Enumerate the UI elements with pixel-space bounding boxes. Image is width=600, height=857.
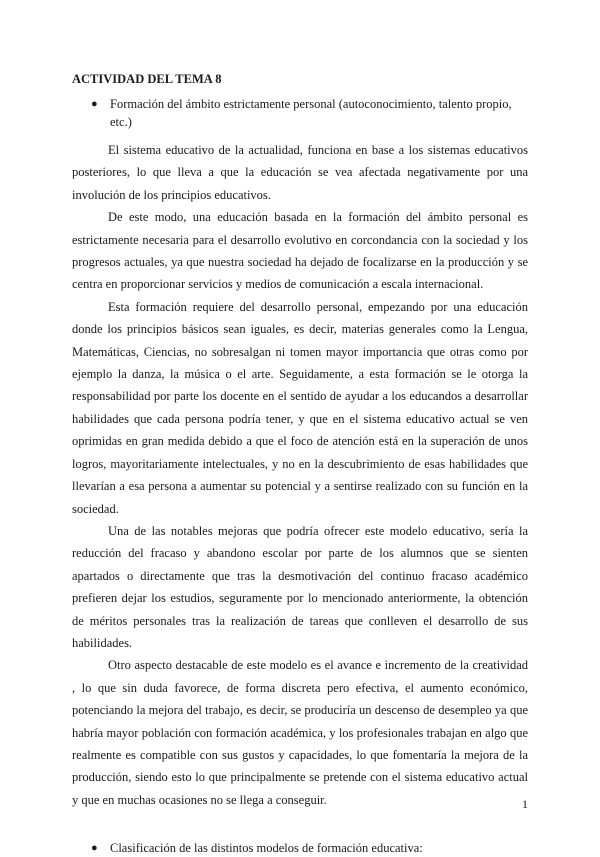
paragraph-5: Otro aspecto destacable de este modelo es el avance e incremento de la creatividad , lo que sin duda favorece, de forma discreta pero efectiva, el aumento económico, potenciando la mejora del trabajo, es decir, se produciría un descenso de desempleo ya que habría mayor población con formación académica, y los profesionales trabajan en algo que realmente es compatible con sus gustos y capacidades, lo que fomentaría la mejora de la producción, siendo esto lo que principalmente se pretende con el sistema educativo actual y que en muchas ocasiones no se llega a conseguir. [72, 658, 528, 807]
paragraph-1: El sistema educativo de la actualidad, funciona en base a los sistemas educativos posteriores, lo que lleva a que la educación se vea afectada negativamente por una involución de los principios educativos. [72, 143, 528, 202]
bullet-dot-icon: ● [91, 842, 98, 855]
bullet-text: Formación del ámbito estrictamente personal (autoconocimiento, talento propio, etc.) [110, 97, 512, 129]
bullet-item-personal-formation [72, 95, 528, 131]
document-title: ACTIVIDAD DEL TEMA 8 [72, 72, 222, 86]
bullet-dot-icon: ● [91, 98, 98, 110]
bullet-item-classification [72, 839, 528, 857]
bullet-text: Clasificación de las distintos modelos de formación educativa: [110, 841, 423, 856]
page-number: 1 [522, 797, 528, 811]
document-body [72, 70, 528, 857]
paragraph-2: De este modo, una educación basada en la formación del ámbito personal es estrictamente necesaria para el desarrollo evolutivo en corcondancia con la sociedad y los progresos actuales, ya que nuestra sociedad ha dejado de focalizarse en la producción y se centra en proporcionar servicios y medios de comunicación a escala internacional. [72, 210, 528, 292]
paragraph-3: Esta formación requiere del desarrollo personal, empezando por una educación donde los principios básicos sean iguales, es decir, materias generales como la Lengua, Matemáticas, Ciencias, no sobresalgan ni tomen mayor importancia que otras como por ejemplo la danza, la música o el arte. Seguidamente, a esta formación se le otorga la responsabilidad por parte los docente en el sentido de ayudar a los educandos a desarrollar habilidades que cada persona podría tener, y que en el sistema educativo actual se ven oprimidas en gran medida debido a que el foco de atención está en la superación de unos logros, mayoritariamente intelectuales, y no en la descubrimiento de esas habilidades que llevarían a esa persona a aumentar su potencial y a sentirse realizado con su función en la sociedad. [72, 299, 528, 516]
paragraph-4: Una de las notables mejoras que podría ofrecer este modelo educativo, sería la reducción del fracaso y abandono escolar por parte de los alumnos que se sienten apartados o directamente que tras la desmotivación del continuo fracaso académico prefieren dejar los estudios, seguramente por lo mencionado anteriormente, la obtención de méritos personales tras la realización de tareas que conlleven el desarrollo de sus habilidades. [72, 523, 528, 650]
